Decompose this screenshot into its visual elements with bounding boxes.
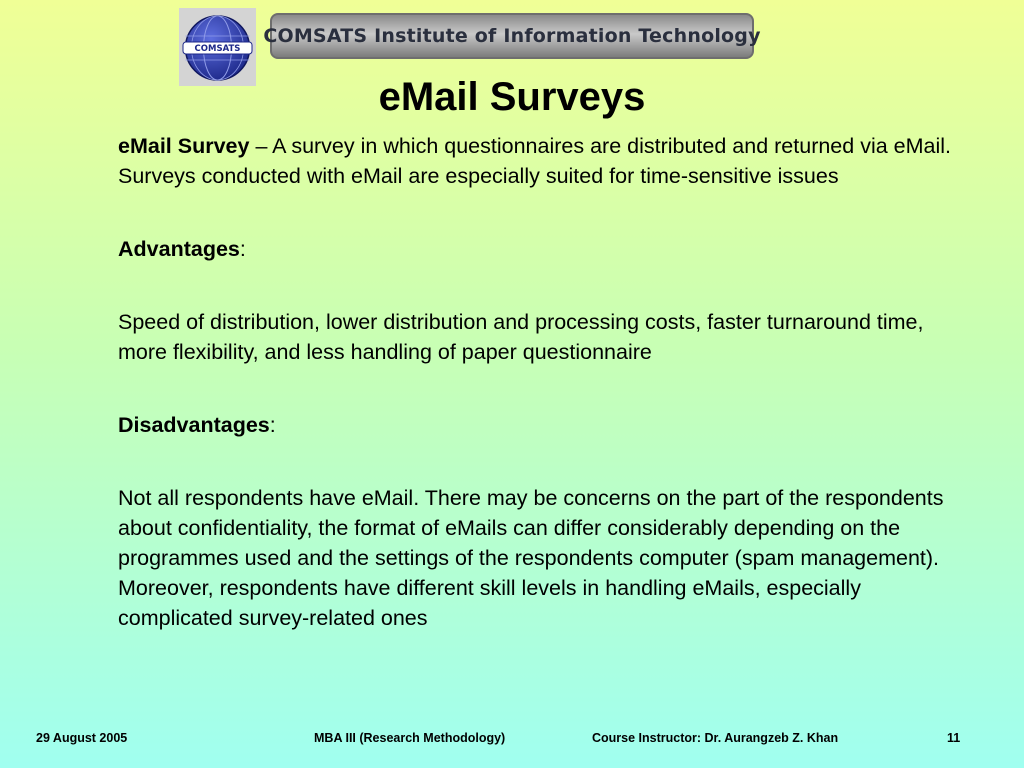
disadvantages-colon: : bbox=[269, 413, 276, 437]
banner-text: COMSATS Institute of Information Technology bbox=[263, 25, 761, 47]
slide-body bbox=[118, 131, 968, 633]
advantages-text: Speed of distribution, lower distribution and processing costs, faster turnaround time, more flexibility, and less handling of paper questionnaire bbox=[118, 310, 924, 364]
footer-page-number: 11 bbox=[947, 731, 961, 745]
footer-date: 29 August 2005 bbox=[36, 731, 128, 745]
definition-term: eMail Survey bbox=[118, 134, 250, 158]
advantages-colon: : bbox=[239, 237, 246, 261]
footer-instructor: Course Instructor: Dr. Aurangzeb Z. Khan bbox=[592, 731, 839, 745]
disadvantages-heading bbox=[118, 410, 968, 440]
definition-paragraph bbox=[118, 131, 968, 191]
footer-course: MBA III (Research Methodology) bbox=[314, 731, 506, 745]
definition-text: – A survey in which questionnaires are distributed and returned via eMail. Surveys conducted with eMail are especially suited for time-sensitive issues bbox=[118, 134, 952, 188]
disadvantages-text: Not all respondents have eMail. There may be concerns on the part of the respondents about confidentiality, the format of eMails can differ considerably depending on the programmes used and the settings of the respondents computer (spam management). Moreover, respondents have different skill levels in handling eMails, especially complicated survey-related ones bbox=[118, 486, 944, 630]
logo-text: COMSATS bbox=[194, 44, 241, 54]
advantages-heading bbox=[118, 234, 968, 264]
institute-banner bbox=[263, 13, 761, 59]
slide-title: eMail Surveys bbox=[378, 75, 646, 119]
disadvantages-label: Disadvantages bbox=[118, 413, 270, 437]
advantages-label: Advantages bbox=[118, 237, 240, 261]
